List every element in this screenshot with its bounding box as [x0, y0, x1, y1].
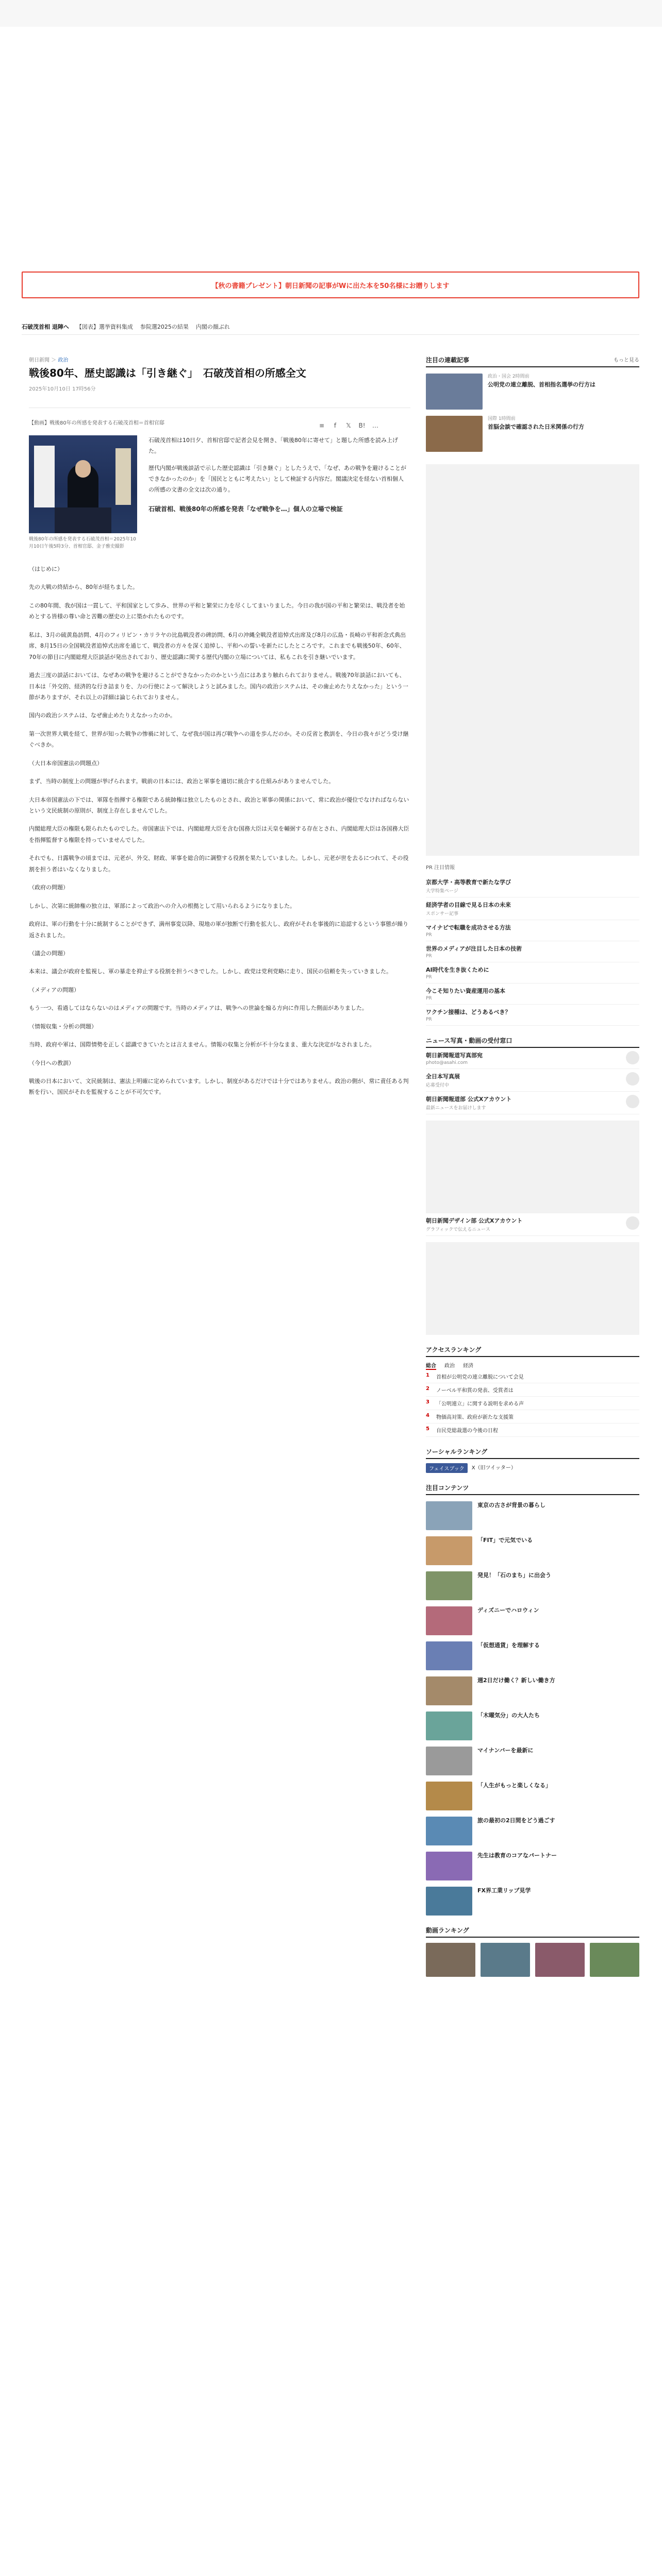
service-icon — [626, 1216, 639, 1230]
ad-slot[interactable] — [426, 464, 639, 856]
topic-tag[interactable]: 内閣の顔ぶれ — [195, 323, 230, 330]
section-heading: （今日への教訓） — [29, 1059, 74, 1066]
ad-slot[interactable] — [426, 1242, 639, 1335]
promo-banner[interactable]: 【秋の書籍プレゼント】朝日新聞の記事がWに出た本を50名様にお贈りします — [22, 272, 639, 298]
content-title: 旅の最初の2日間をどう過ごす — [477, 1817, 555, 1824]
rank-item[interactable] — [426, 1397, 639, 1410]
rank-title: 「公明連立」に関する説明を求める声 — [436, 1401, 524, 1407]
related-link[interactable]: 石破首相、戦後80年の所感を発表「なぜ戦争を…」個人の立場で検証 — [148, 505, 343, 513]
content-card[interactable] — [426, 1641, 639, 1670]
pr-title: 世界のメディアが注目した日本の技術 — [426, 945, 522, 952]
paragraph: 過去三度の談話においては、なぜあの戦争を避けることができなかったのかという点にはあまり触れられておりません。戦後70年談話においても、日本は「外交的、経済的な行き詰まりを、力の行使によって解決しようと試みました。国内の政治システムは、その歯止めたりえなかった」という一節がありますが、それ以上の詳細は論じられておりません。 — [29, 672, 408, 701]
service-icon — [626, 1051, 639, 1064]
content-thumbnail — [426, 1606, 472, 1635]
content-card[interactable] — [426, 1536, 639, 1565]
content-thumbnail — [426, 1711, 472, 1740]
topic-tag[interactable]: 【図表】選挙資料集成 — [76, 323, 133, 330]
topic-tag[interactable]: 参院選2025の結果 — [140, 323, 189, 330]
pr-desc: PR — [426, 954, 432, 959]
content-thumbnail — [426, 1501, 472, 1530]
pr-title: ワクチン接種は、どうあるべき？ — [426, 1009, 511, 1015]
share-bar — [318, 421, 379, 430]
service-item[interactable] — [426, 1069, 639, 1092]
content-title: ディズニーでハロウィン — [477, 1607, 539, 1614]
paragraph: 私は、3月の硫黄島訪問、4月のフィリピン・カリラヤの比島戦没者の碑訪問、6月の沖縄全戦没者追悼式出席及び8月の広島・長崎の平和祈念式典出席、8月15日の全国戦没者追悼式出席を通じて、戦没者の方々を深く追悼し、平和への誓いを新たにしたところです。これまでも戦後50年、60年、70年の節目に内閣総理大臣談話が発出されており、歴史認識に関する歴代内閣の立場については、私もこれを引き継いでいます。 — [29, 631, 406, 660]
section-title: アクセスランキング — [426, 1345, 639, 1357]
article-main — [29, 355, 410, 1105]
x-icon[interactable]: 𝕏 — [346, 422, 351, 429]
speaker-face — [75, 460, 91, 478]
content-card[interactable] — [426, 1817, 639, 1845]
card-title: 首脳会談で確認された日米関係の行方 — [488, 423, 584, 430]
service-title: 朝日新聞報道写真部宛 — [426, 1052, 483, 1059]
article-photo[interactable] — [29, 435, 137, 533]
topic-bar — [22, 318, 639, 335]
rank-tab[interactable]: 総合 — [426, 1361, 436, 1370]
social-tabs — [426, 1463, 639, 1473]
heading-label: 注目の連載記事 — [426, 357, 470, 364]
service-desc: 応募受付中 — [426, 1083, 450, 1088]
paragraph: 本来は、議会が政府を監視し、軍の暴走を抑止する役割を担うべきでした。しかし、政党は党利党略に走り、国民の信頼を失っていきました。 — [29, 968, 392, 975]
rank-number: 2 — [426, 1386, 429, 1392]
service-list — [426, 1213, 639, 1236]
rank-tab[interactable]: 経済 — [463, 1363, 473, 1369]
pr-item[interactable] — [426, 984, 639, 1005]
content-card[interactable] — [426, 1852, 639, 1880]
rank-item[interactable] — [426, 1423, 639, 1437]
service-icon — [626, 1072, 639, 1086]
section-heading: （情報収集・分析の問題） — [29, 1023, 97, 1030]
breadcrumb-home[interactable]: 朝日新聞 — [29, 358, 49, 363]
card-tag: 政治・国会 2時間前 — [488, 374, 529, 379]
paragraph: もう一つ、看過してはならないのはメディアの問題です。当時のメディアは、戦争への世論を煽る方向に作用した側面がありました。 — [29, 1005, 368, 1012]
content-title: 「人生がもっと楽しくなる」 — [477, 1782, 551, 1789]
ad-slot[interactable] — [426, 1121, 639, 1213]
rank-number: 1 — [426, 1372, 429, 1378]
content-thumbnail — [426, 1852, 472, 1880]
content-thumbnail — [426, 1887, 472, 1916]
feature-card[interactable] — [426, 374, 639, 410]
article-body — [29, 564, 410, 1098]
paragraph: まず、当時の制度上の問題が挙げられます。戦前の日本には、政治と軍事を適切に統合する仕組みがありませんでした。 — [29, 778, 335, 785]
video-thumbnail[interactable] — [426, 1943, 475, 1977]
paragraph: 国内の政治システムは、なぜ歯止めたりえなかったのか。 — [29, 712, 176, 719]
content-card[interactable] — [426, 1782, 639, 1810]
video-caption: 【動画】戦後80年の所感を発表する石破茂首相＝首相官邸 — [29, 420, 164, 426]
pr-item[interactable] — [426, 897, 639, 920]
content-card[interactable] — [426, 1501, 639, 1530]
rank-number: 3 — [426, 1399, 429, 1405]
content-list — [426, 1501, 639, 1916]
paragraph: 戦後の日本において、文民統制は、憲法上明確に定められています。しかし、制度があるだけでは十分ではありません。政治の側が、常に責任ある判断を行い、国民がそれを監視することが不可欠です。 — [29, 1078, 409, 1096]
lead-paragraph: 石破茂首相は10日夕、首相官邸で記者会見を開き、「戦後80年に寄せて」と題した所感を読み上げた。 — [148, 437, 399, 454]
content-thumbnail — [426, 1641, 472, 1670]
section-heading: （政府の問題） — [29, 884, 69, 891]
lead-text — [148, 435, 406, 550]
sidebar-heading — [426, 355, 639, 367]
service-desc: 最新ニュースをお届けします — [426, 1106, 486, 1111]
rank-item[interactable] — [426, 1383, 639, 1397]
pr-item[interactable] — [426, 941, 639, 962]
section-title: ニュース写真・動画の受付窓口 — [426, 1036, 639, 1048]
rank-title: ノーベル平和賞の発表、受賞者は — [436, 1388, 514, 1394]
paragraph: 第一次世界大戦を経て、世界が知った戦争の惨禍に対して、なぜ我が国は再び戦争への道を歩んだのか。その反省と教訓を、今日の我々がどう受け継ぐべきか。 — [29, 730, 409, 749]
content-thumbnail — [426, 1571, 472, 1600]
pr-desc: PR — [426, 933, 432, 938]
content-card[interactable] — [426, 1676, 639, 1705]
service-item[interactable] — [426, 1213, 639, 1236]
service-item[interactable] — [426, 1092, 639, 1114]
pr-desc: PR — [426, 996, 432, 1001]
content-thumbnail — [426, 1782, 472, 1810]
section-title: 注目コンテンツ — [426, 1483, 639, 1495]
article-timestamp: 2025年10月10日 17時56分 — [29, 386, 96, 392]
section-heading: （議会の問題） — [29, 950, 69, 957]
rank-number: 4 — [426, 1413, 429, 1418]
sidebar — [426, 355, 639, 1977]
card-thumbnail — [426, 416, 483, 452]
content-title: 発見！「石のまち」に出会う — [477, 1572, 551, 1579]
feature-card[interactable] — [426, 416, 639, 452]
pr-label: PR 注目情報 — [426, 865, 455, 871]
paragraph: 先の大戦の終結から、80年が経ちました。 — [29, 584, 138, 591]
content-thumbnail — [426, 1817, 472, 1845]
pr-list — [426, 875, 639, 1026]
podium — [55, 507, 111, 533]
list-icon[interactable]: ≡ — [319, 422, 325, 429]
facebook-tab[interactable]: フェイスブック — [426, 1463, 468, 1473]
rank-item[interactable] — [426, 1370, 639, 1383]
content-title: 「仮想通貨」を理解する — [477, 1642, 540, 1649]
content-card[interactable] — [426, 1711, 639, 1740]
pr-item[interactable] — [426, 875, 639, 897]
service-title: 朝日新聞デザイン部 公式Xアカウント — [426, 1217, 523, 1224]
section-heading: （大日本帝国憲法の問題点） — [29, 759, 103, 767]
lead-paragraph: 歴代内閣が戦後談話で示した歴史認識は「引き継ぐ」としたうえで、「なぜ、あの戦争を避けることができなかったのか」を「国民とともに考えたい」として検証する内容だ。閣議決定を経ない首相個人の所感の文書の全文は次の通り。 — [148, 464, 406, 493]
pr-desc: PR — [426, 1017, 432, 1022]
facebook-icon[interactable]: f — [334, 422, 337, 429]
more-link[interactable]: もっと見る — [614, 358, 639, 363]
video-thumbnail[interactable] — [535, 1943, 585, 1977]
article-headline: 戦後80年、歴史認識は「引き継ぐ」 石破茂首相の所感全文 — [29, 367, 306, 379]
section-title: 動画ランキング — [426, 1926, 639, 1938]
more-icon[interactable]: … — [372, 422, 378, 429]
paragraph: 政府は、軍の行動を十分に統制することができず、満州事変以降、現地の軍が独断で行動を拡大し、政府がそれを事後的に追認するという事態が繰り返されました。 — [29, 921, 409, 939]
content-title: 週2日だけ働く？新しい働き方 — [477, 1677, 555, 1684]
rank-title: 首相が公明党の連立離脱について会見 — [436, 1375, 524, 1380]
flag-shape — [115, 448, 131, 505]
pr-desc: PR — [426, 975, 432, 980]
video-thumbnail[interactable] — [481, 1943, 530, 1977]
content-card[interactable] — [426, 1887, 639, 1916]
rank-item[interactable] — [426, 1410, 639, 1423]
pr-item[interactable] — [426, 1005, 639, 1026]
paragraph: 内閣総理大臣の権限も限られたものでした。帝国憲法下では、内閣総理大臣を含む国務大臣は天皇を輔弼する存在とされ、内閣総理大臣は各国務大臣を指揮監督する権限を持っていませんでした。 — [29, 825, 409, 843]
paragraph: この80年間、我が国は一貫して、平和国家として歩み、世界の平和と繁栄に力を尽くしてまいりました。今日の我が国の平和と繁栄は、戦没者を始めとする皆様の尊い命と苦難の歴史の上に築かれたものです。 — [29, 602, 405, 620]
breadcrumb: 朝日新聞 ＞ 政治 — [29, 358, 69, 363]
content-title: FX界工業リップ見学 — [477, 1887, 531, 1894]
section-title: ソーシャルランキング — [426, 1447, 639, 1459]
hatena-icon[interactable]: B! — [358, 422, 366, 429]
content-thumbnail — [426, 1747, 472, 1775]
card-thumbnail — [426, 374, 483, 410]
content-card[interactable] — [426, 1747, 639, 1775]
rank-tab[interactable]: 政治 — [444, 1363, 455, 1369]
content-card[interactable] — [426, 1606, 639, 1635]
video-row — [426, 1943, 639, 1977]
photo-block — [29, 435, 137, 550]
service-item[interactable] — [426, 1048, 639, 1069]
topic-brand[interactable]: 石破茂首相 退陣へ — [22, 323, 69, 330]
paragraph: 大日本帝国憲法の下では、軍隊を指揮する権限である統帥権は独立したものとされ、政治と軍事の関係において、常に政治が優位でなければならないという文民統制の原則が、制度上存在しませんでした。 — [29, 796, 409, 814]
paragraph: 当時、政府や軍は、国際情勢を正しく認識できていたとは言えません。情報の収集と分析が不十分なまま、重大な決定がなされました。 — [29, 1041, 375, 1048]
service-desc: グラフィックで伝えるニュース — [426, 1227, 490, 1232]
video-thumbnail[interactable] — [590, 1943, 639, 1977]
service-title: 全日本写真展 — [426, 1073, 460, 1080]
x-tab[interactable]: X（旧ツイッター） — [471, 1465, 516, 1471]
rank-number: 5 — [426, 1426, 429, 1432]
pr-title: 今こそ知りたい資産運用の基本 — [426, 988, 505, 994]
content-thumbnail — [426, 1676, 472, 1705]
breadcrumb-section[interactable]: 政治 — [58, 358, 69, 363]
pr-title: マイナビで転職を成功させる方法 — [426, 924, 511, 931]
paragraph: それでも、日露戦争の頃までは、元老が、外交、財政、軍事を総合的に調整する役割を果たしていました。しかし、元老が世を去るにつれて、その役割を担う者はいなくなりました。 — [29, 855, 409, 873]
content-title: マイナンバーを最新に — [477, 1747, 534, 1754]
card-title: 公明党の連立離脱、首相指名選挙の行方は — [488, 381, 595, 388]
pr-item[interactable] — [426, 920, 639, 941]
content-title: 東京の古さが背景の暮らし — [477, 1502, 545, 1509]
pr-desc: 大学特集ページ — [426, 889, 458, 894]
rank-title: 自民党総裁選の今後の日程 — [436, 1428, 498, 1434]
service-icon — [626, 1095, 639, 1108]
pr-desc: スポンサー記事 — [426, 911, 459, 917]
content-card[interactable] — [426, 1571, 639, 1600]
content-title: 「木曜気分」の大人たち — [477, 1712, 540, 1719]
section-heading: （メディアの問題） — [29, 986, 80, 993]
rank-tabs — [426, 1361, 639, 1370]
section-heading: （はじめに） — [29, 566, 63, 572]
site-header — [0, 0, 662, 27]
pr-title: 経済学者の目線で見る日本の未来 — [426, 902, 511, 908]
paragraph: しかし、次第に統帥権の独立は、軍部によって政治への介入の根拠として用いられるようになりました。 — [29, 902, 295, 909]
service-title: 朝日新聞報道部 公式Xアカウント — [426, 1096, 512, 1103]
rank-title: 物価高対策、政府が新たな支援策 — [436, 1415, 514, 1420]
content-thumbnail — [426, 1536, 472, 1565]
pr-title: 京都大学・高等教育で新たな学び — [426, 879, 511, 886]
access-ranking — [426, 1345, 639, 1437]
service-list — [426, 1048, 639, 1114]
service-desc: photo@asahi.com — [426, 1060, 468, 1065]
lead-block — [29, 435, 410, 550]
flag-shape — [34, 446, 55, 507]
pr-title: AI時代を生き抜くために — [426, 967, 489, 973]
content-title: 先生は教育のコアなパートナー — [477, 1852, 557, 1859]
content-title: 「FIT」で元気でいる — [477, 1537, 533, 1544]
photo-caption: 戦後80年の所感を発表する石破茂首相＝2025年10月10日午後5時3分、首相官邸、金子雅史撮影 — [29, 537, 136, 549]
card-tag: 国際 1時間前 — [488, 416, 516, 421]
pr-item[interactable] — [426, 962, 639, 984]
